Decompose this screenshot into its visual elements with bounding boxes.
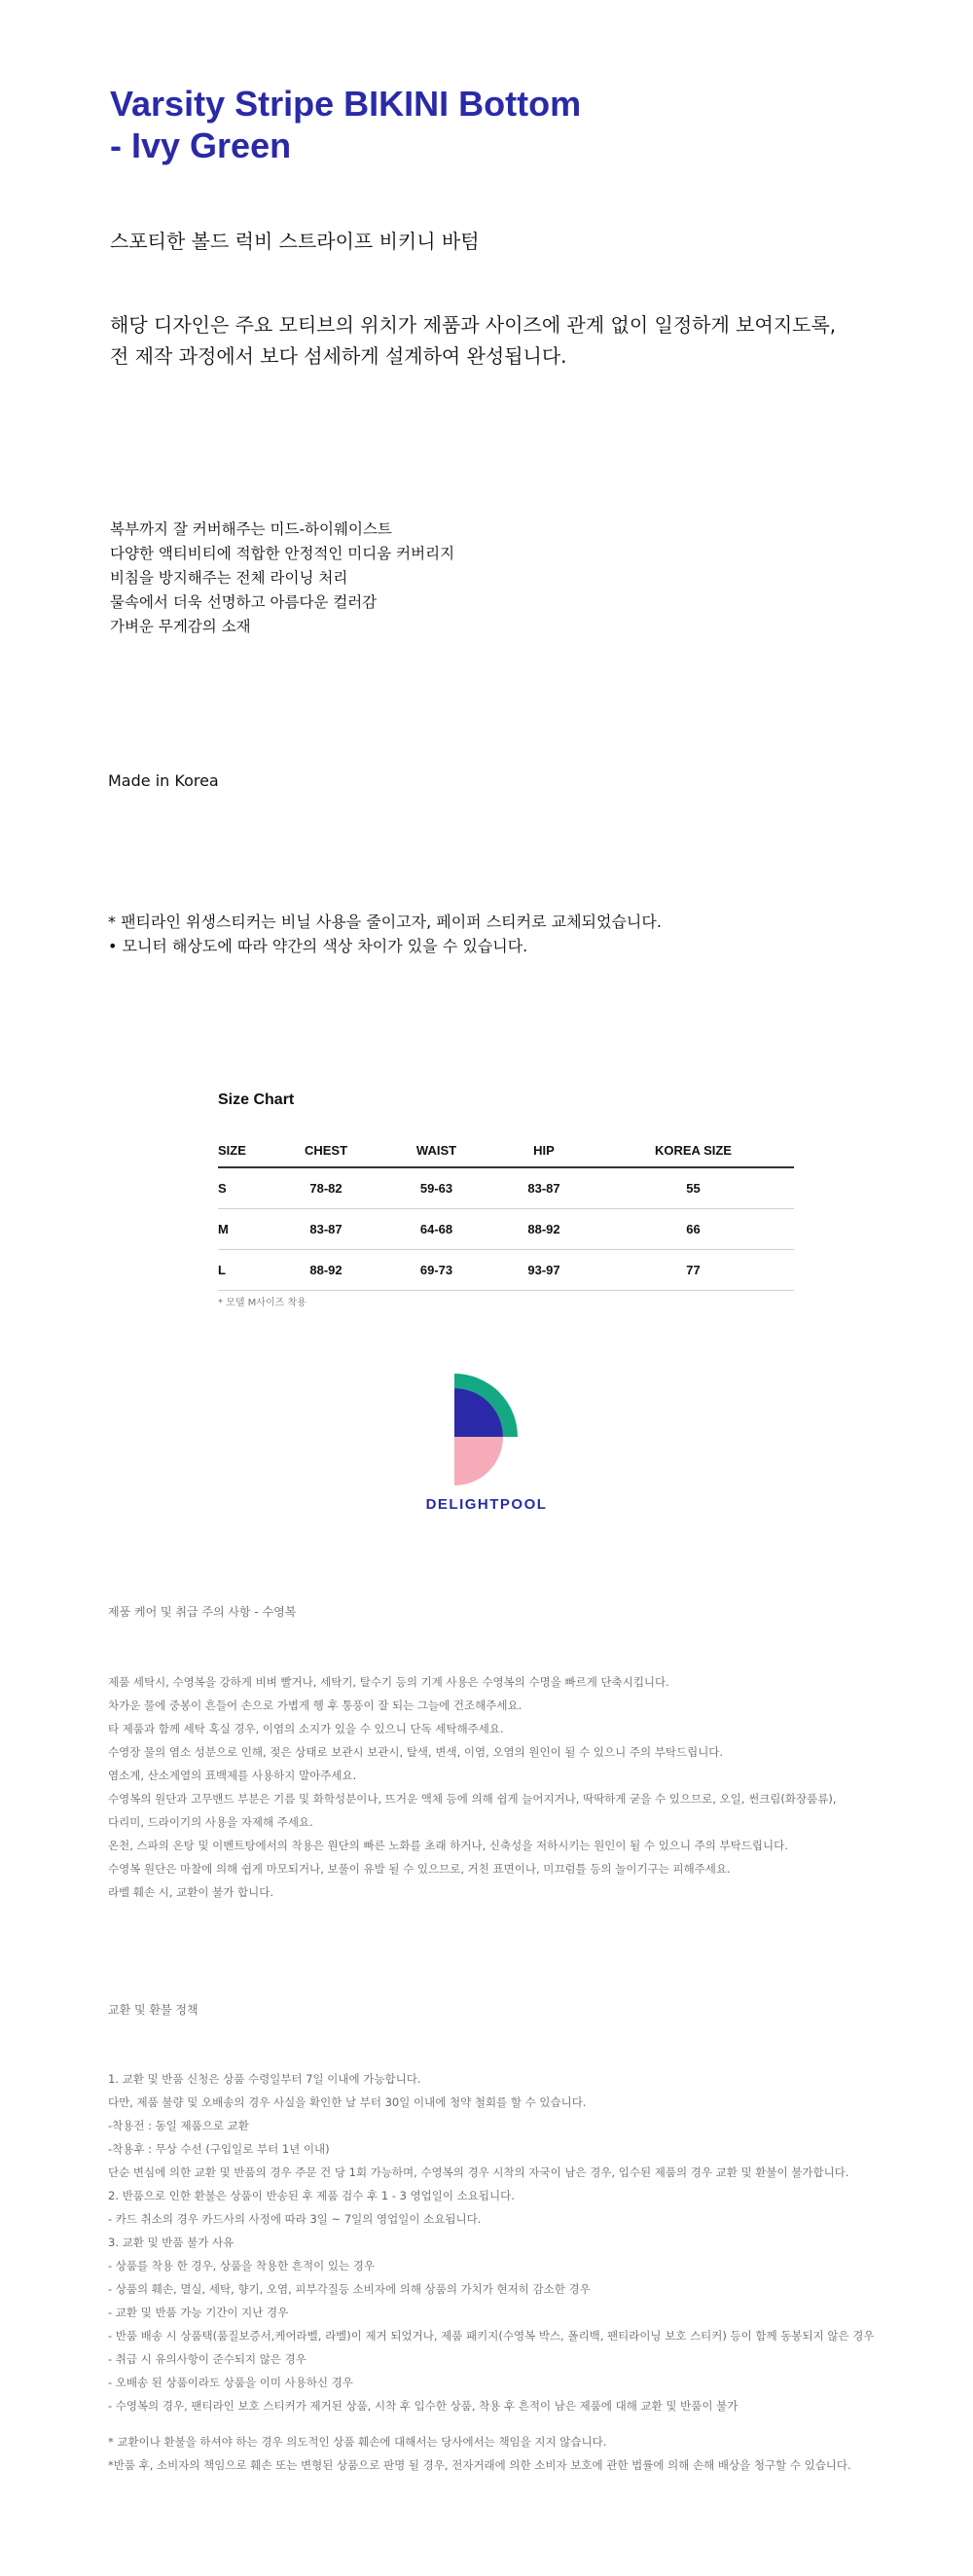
size-chart-title: Size Chart xyxy=(218,1091,295,1108)
list-item: - 반품 배송 시 상품택(품질보증서,케어라벨, 라벨)이 제거 되었거나, 제품 패키지(수영복 박스, 폴리백, 팬티라이닝 보호 스티커) 등이 함께 동봉되지 않은 경우 xyxy=(108,2329,875,2343)
origin-label: Made in Korea xyxy=(108,771,219,790)
spacer xyxy=(108,2417,874,2430)
list-item: 수영장 물의 염소 성분으로 인해, 젖은 상태로 보관시 보관시, 탈색, 변색, 이염, 오염의 원인이 될 수 있으니 주의 부탁드립니다. xyxy=(108,1745,724,1759)
refund-title: 교환 및 환불 정책 xyxy=(108,2003,198,2017)
list-item: 차가운 물에 중봉이 흔들어 손으로 가볍게 헹 후 통풍이 잘 되는 그늘에 건조해주세요. xyxy=(108,1699,523,1712)
list-item: - 상품를 착용 한 경우, 상품을 착용한 흔적이 있는 경우 xyxy=(108,2259,375,2272)
list-item: - 수영복의 경우, 팬티라인 보호 스티커가 제거된 상품, 시착 후 입수한 상품, 착용 후 흔적이 남은 제품에 대해 교환 및 반품이 불가 xyxy=(108,2399,739,2413)
header-waist: WAIST xyxy=(378,1133,495,1167)
feature-item: 비침을 방지해주는 전체 라이닝 처리 xyxy=(110,569,348,587)
table-cell: 66 xyxy=(593,1209,794,1250)
table-cell: 93-97 xyxy=(495,1250,593,1291)
feature-item: 가벼운 무게감의 소재 xyxy=(110,618,251,635)
list-item: 타 제품과 함께 세탁 혹실 경우, 이염의 소지가 있을 수 있으니 단독 세탁해주세요. xyxy=(108,1722,504,1735)
list-item: - 취급 시 유의사항이 준수되지 않은 경우 xyxy=(108,2352,306,2366)
note-item: * 팬티라인 위생스티커는 비닐 사용을 줄이고자, 페이퍼 스티커로 교체되었습니다. xyxy=(108,912,662,931)
table-cell: 64-68 xyxy=(378,1209,495,1250)
table-cell: S xyxy=(218,1167,274,1209)
care-title: 제품 케어 및 취급 주의 사항 - 수영복 xyxy=(108,1605,297,1619)
product-subtitle: 스포티한 볼드 럭비 스트라이프 비키니 바텀 xyxy=(110,230,480,253)
list-item: 온천, 스파의 온탕 및 이벤트탕에서의 착용은 원단의 빠른 노화를 초래 하거나, 신축성을 저하시키는 원인이 될 수 있으니 주의 부탁드립니다. xyxy=(108,1839,788,1852)
list-item: 2. 반품으로 인한 환불은 상품이 반송된 후 제품 검수 후 1 - 3 영업일이 소요됩니다. xyxy=(108,2189,515,2202)
refund-list xyxy=(108,2067,874,2477)
header-hip: HIP xyxy=(495,1133,593,1167)
list-item: 다리미, 드라이기의 사용을 자제해 주세요. xyxy=(108,1815,313,1829)
note-item: • 모니터 해상도에 따라 약간의 색상 차이가 있을 수 있습니다. xyxy=(108,937,528,955)
list-item: * 교환이나 환불을 하셔야 하는 경우 의도적인 상품 훼손에 대해서는 당사에서는 책임을 지지 않습니다. xyxy=(108,2435,607,2449)
table-cell: L xyxy=(218,1250,274,1291)
list-item: - 오배송 된 상품이라도 상품을 이미 사용하신 경우 xyxy=(108,2376,353,2389)
list-item: 라벨 훼손 시, 교환이 불가 합니다. xyxy=(108,1885,274,1899)
list-item: 1. 교환 및 반품 신청은 상품 수령일부터 7일 이내에 가능합니다. xyxy=(108,2072,421,2086)
list-item: 수영복 원단은 마찰에 의해 쉽게 마모되거나, 보풀이 유발 될 수 있으므로, 거친 표면이나, 미끄럼틀 등의 놀이기구는 피해주세요. xyxy=(108,1862,731,1876)
list-item: -착용후 : 무상 수선 (구입일로 부터 1년 이내) xyxy=(108,2142,330,2156)
feature-item: 다양한 액티비티에 적합한 안정적인 미디움 커버리지 xyxy=(110,545,455,562)
size-chart-note: * 모델 M사이즈 착용 xyxy=(218,1298,306,1308)
list-item: - 교환 및 반품 가능 기간이 지난 경우 xyxy=(108,2306,289,2319)
product-title-line2: - Ivy Green xyxy=(110,125,292,165)
list-item: -착용전 : 동일 제품으로 교환 xyxy=(108,2119,249,2132)
logo-pink-quarter xyxy=(454,1437,503,1485)
feature-item: 복부까지 잘 커버해주는 미드-하이웨이스트 xyxy=(110,520,392,538)
size-chart-header-row xyxy=(218,1133,794,1167)
table-cell: 77 xyxy=(593,1250,794,1291)
feature-item: 물속에서 더욱 선명하고 아름다운 컬러감 xyxy=(110,593,378,611)
table-cell: 88-92 xyxy=(274,1250,378,1291)
care-list xyxy=(108,1670,836,1904)
table-cell: M xyxy=(218,1209,274,1250)
product-description xyxy=(110,309,836,372)
product-title-line1: Varsity Stripe BIKINI Bottom xyxy=(110,84,582,124)
table-row xyxy=(218,1250,794,1291)
list-item: 다만, 제품 불량 및 오배송의 경우 사실을 확인한 날 부터 30일 이내에 청약 철회를 할 수 있습니다. xyxy=(108,2095,587,2109)
table-cell: 69-73 xyxy=(378,1250,495,1291)
table-row xyxy=(218,1209,794,1250)
list-item: 3. 교환 및 반품 불가 사유 xyxy=(108,2236,234,2249)
list-item: - 상품의 훼손, 멸실, 세탁, 향기, 오염, 피부각질등 소비자에 의해 상품의 가치가 현저히 감소한 경우 xyxy=(108,2282,591,2296)
list-item: *반품 후, 소비자의 책임으로 훼손 또는 변형된 상품으로 판명 될 경우, 전자거래에 의한 소비자 보호에 관한 법률에 의해 손해 배상을 청구할 수 있습니다. xyxy=(108,2458,851,2472)
table-cell: 83-87 xyxy=(495,1167,593,1209)
table-row xyxy=(218,1167,794,1209)
table-cell: 83-87 xyxy=(274,1209,378,1250)
table-cell: 55 xyxy=(593,1167,794,1209)
list-item: 염소계, 산소계열의 표백제를 사용하지 말아주세요. xyxy=(108,1769,357,1782)
description-line: 해당 디자인은 주요 모티브의 위치가 제품과 사이즈에 관계 없이 일정하게 보여지도록, xyxy=(110,313,837,337)
list-item: 수영복의 원단과 고무밴드 부분은 기름 및 화학성분이나, 뜨거운 액체 등에 의해 쉽게 늘어지거나, 딱딱하게 굳을 수 있으므로, 오일, 썬크림(화장품류), xyxy=(108,1792,837,1806)
feature-list xyxy=(110,518,454,639)
list-item: 단순 변심에 의한 교환 및 반품의 경우 주문 건 당 1회 가능하며, 수영복의 경우 시착의 자국이 남은 경우, 입수된 제품의 경우 교환 및 환불이 불가합니다. xyxy=(108,2165,849,2179)
table-cell: 59-63 xyxy=(378,1167,495,1209)
brand-name: DELIGHTPOOL xyxy=(425,1496,548,1513)
description-line: 전 제작 과정에서 보다 섬세하게 설계하여 완성됩니다. xyxy=(110,344,567,368)
size-chart-table xyxy=(218,1133,794,1291)
list-item: - 카드 취소의 경우 카드사의 사정에 따라 3일 ~ 7일의 영업일이 소요됩니다. xyxy=(108,2212,482,2226)
delightpool-logo-icon xyxy=(440,1374,533,1490)
table-cell: 78-82 xyxy=(274,1167,378,1209)
list-item: 제품 세탁시, 수영복을 강하게 비벼 빨거나, 세탁기, 탈수기 등의 기계 사용은 수영복의 수명을 빠르게 단축시킵니다. xyxy=(108,1675,669,1689)
header-korea-size: KOREA SIZE xyxy=(593,1133,794,1167)
header-chest: CHEST xyxy=(274,1133,378,1167)
product-title xyxy=(110,83,888,166)
table-cell: 88-92 xyxy=(495,1209,593,1250)
header-size: SIZE xyxy=(218,1133,274,1167)
product-notes xyxy=(108,910,662,958)
